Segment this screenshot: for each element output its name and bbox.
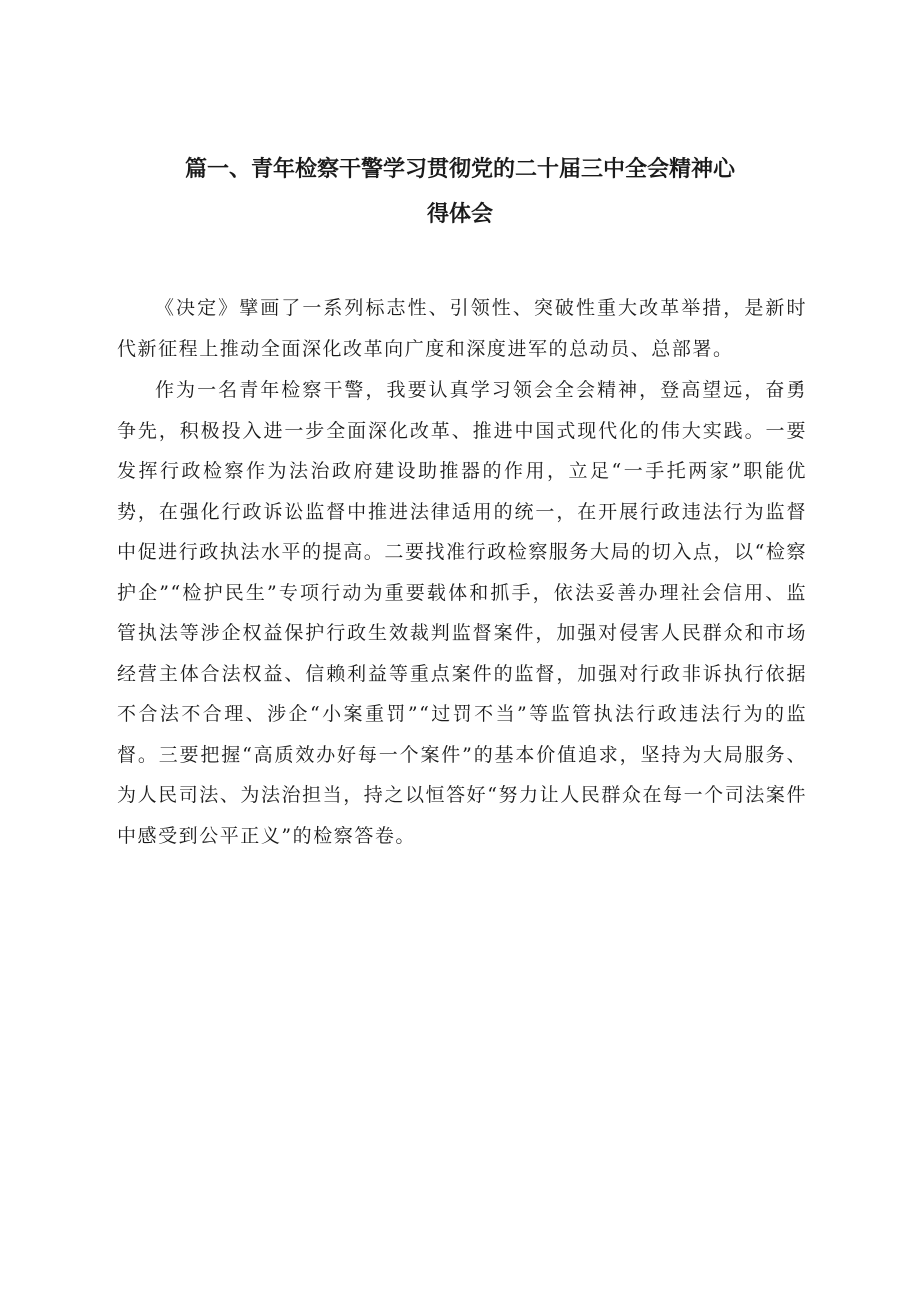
body-paragraph-2: 作为一名青年检察干警，我要认真学习领会全会精神，登高望远，奋勇争先，积极投入进一步全面深化改革、推进中国式现代化的伟大实践。一要发挥行政检察作为法治政府建设助推器的作用，立足“一手托两家”职能优势，在强化行政诉讼监督中推进法律适用的统一，在开展行政违法行为监督中促进行政执法水平的提高。二要找准行政检察服务大局的切入点，以“检察护企”“检护民生”专项行动为重要载体和抓手，依法妥善办理社会信用、监管执法等涉企权益保护行政生效裁判监督案件，加强对侵害人民群众和市场经营主体合法权益、信赖利益等重点案件的监督，加强对行政非诉执行依据不合法不合理、涉企“小案重罚”“过罚不当”等监管执法行政违法行为的监督。三要把握“高质效办好每一个案件”的基本价值追求，坚持为大局服务、为人民司法、为法治担当，持之以恒答好“努力让人民群众在每一个司法案件中感受到公平正义”的检察答卷。 (117, 379, 807, 847)
body-paragraph-1: 《决定》擘画了一系列标志性、引领性、突破性重大改革举措，是新时代新征程上推动全面深化改革向广度和深度进军的总动员、总部署。 (117, 297, 807, 360)
document-title-line-2: 得体会 (426, 202, 493, 227)
document-title-line-1: 篇一、青年检察干警学习贯彻党的二十届三中全会精神心 (184, 157, 735, 182)
